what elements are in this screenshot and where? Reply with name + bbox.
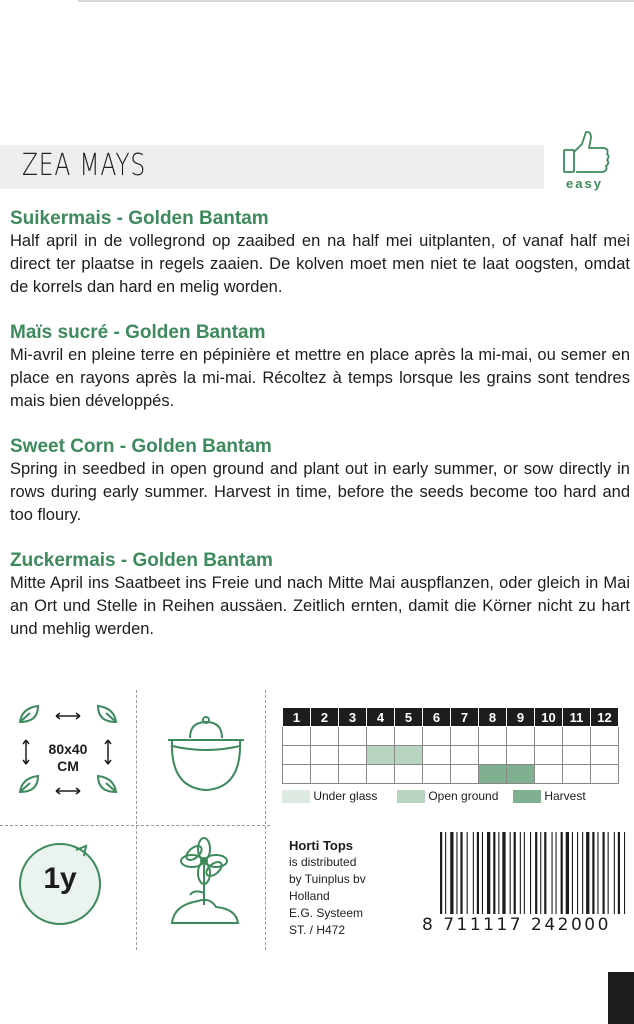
section-nl	[10, 207, 630, 299]
legend-under-glass	[282, 789, 377, 803]
spacing-label	[40, 741, 96, 775]
calendar-cell-filled	[479, 765, 507, 784]
barcode-bar	[618, 832, 620, 914]
distributor-line: ST. / H472	[289, 923, 346, 937]
barcode-bar	[498, 832, 499, 914]
calendar-cell	[451, 746, 479, 765]
distributor-line: is distributed	[289, 855, 357, 869]
latin-name: ZEA MAYS	[22, 148, 147, 183]
calendar-month-row	[283, 708, 619, 727]
calendar-cell	[367, 727, 395, 746]
barcode-bar	[460, 832, 462, 914]
barcode-bar	[440, 832, 442, 914]
calendar-cell	[283, 746, 311, 765]
calendar-cell	[563, 727, 591, 746]
calendar-cell	[339, 727, 367, 746]
legend-label: Under glass	[313, 789, 378, 803]
calendar-cell-filled	[507, 765, 535, 784]
barcode-bar	[445, 832, 446, 914]
section-text: Spring in seedbed in open ground and plant out in early summer, or sow directly in rows during early summer. Harvest in time, before the seeds become too hard and too floury.	[10, 460, 630, 524]
barcode-bar	[540, 832, 541, 914]
divider-vertical	[136, 690, 137, 950]
section-text: Mitte April ins Saatbeet ins Freie und nach Mitte Mai auspflanzen, oder gleich in Mai an Ort und Stelle in Reihen aussäen. Zeitlich ernten, damit die Körner nicht zu hart und mehlig werden.	[10, 574, 630, 638]
calendar-cell	[535, 727, 563, 746]
calendar-cell	[311, 765, 339, 784]
barcode-bar	[544, 832, 546, 914]
barcode-bar	[572, 832, 573, 914]
lifecycle-label: 1y	[43, 862, 77, 895]
calendar-cell	[395, 765, 423, 784]
barcode-bar	[514, 832, 516, 914]
divider-vertical	[265, 690, 266, 950]
barcode-bar	[482, 832, 483, 914]
calendar-cell	[339, 746, 367, 765]
calendar-cell	[507, 727, 535, 746]
barcode-bar	[603, 832, 605, 914]
spacing-value: 80x40	[48, 741, 88, 757]
barcode-bar	[624, 832, 625, 914]
calendar-cell	[339, 765, 367, 784]
legend-label: Open ground	[428, 789, 499, 803]
barcode-bar	[524, 832, 525, 914]
month-cell: 9	[507, 708, 535, 727]
legend-harvest	[513, 789, 586, 803]
pot-icon	[160, 710, 252, 802]
section-text: Mi-avril en pleine terre en pépinière et mettre en place après la mi-mai, ou semer en place en rayons après la mi-mai. Récoltez à temps lorsque les grains sont tendres mais bien développés.	[10, 346, 630, 410]
calendar-row-harvest	[283, 765, 619, 784]
month-cell: 12	[591, 708, 619, 727]
barcode-bar	[473, 832, 474, 914]
barcode-bar	[614, 832, 615, 914]
barcode-bar	[592, 832, 594, 914]
legend-open-ground	[397, 789, 498, 803]
calendar-cell	[367, 765, 395, 784]
calendar-cell	[507, 746, 535, 765]
section-title: Sweet Corn - Golden Bantam	[10, 436, 272, 457]
section-de	[10, 549, 630, 641]
legend-swatch	[513, 790, 541, 803]
calendar-cell	[283, 727, 311, 746]
legend-label: Harvest	[544, 789, 586, 803]
section-title: Suikermais - Golden Bantam	[10, 208, 269, 229]
distributor-info	[289, 837, 366, 939]
calendar-cell	[535, 746, 563, 765]
calendar-cell	[563, 765, 591, 784]
barcode-bar	[487, 832, 490, 914]
seedling-icon	[158, 835, 250, 935]
barcode-bar	[582, 832, 583, 914]
calendar-cell	[283, 765, 311, 784]
calendar-cell	[451, 765, 479, 784]
barcode-bar	[577, 832, 578, 914]
barcode-bar	[502, 832, 505, 914]
barcode-bar	[493, 832, 495, 914]
barcode-number: 8 711117 242000	[422, 915, 611, 935]
edge-marker	[608, 972, 634, 1024]
distributor-line: E.G. Systeem	[289, 906, 364, 920]
barcode-bar	[586, 832, 589, 914]
month-cell: 4	[367, 708, 395, 727]
calendar-cell	[311, 727, 339, 746]
calendar-cell	[479, 727, 507, 746]
month-cell: 6	[423, 708, 451, 727]
barcode-bar	[450, 832, 453, 914]
barcode-bar	[561, 832, 563, 914]
difficulty-label: easy	[566, 176, 603, 191]
month-cell: 10	[535, 708, 563, 727]
month-cell: 2	[311, 708, 339, 727]
calendar-row-under-glass	[283, 727, 619, 746]
section-en	[10, 435, 630, 527]
barcode-bar	[535, 832, 537, 914]
calendar-row-open-ground	[283, 746, 619, 765]
barcode-bar	[477, 832, 479, 914]
calendar-cell	[423, 746, 451, 765]
barcode-bar	[556, 832, 557, 914]
calendar-cell	[563, 746, 591, 765]
barcode-bar	[597, 832, 598, 914]
calendar-cell	[591, 765, 619, 784]
top-divider	[78, 0, 634, 2]
distributor-line: by Tuinplus bv	[289, 872, 366, 886]
barcode	[438, 832, 628, 914]
calendar-cell	[591, 746, 619, 765]
calendar-cell	[395, 727, 423, 746]
barcode-bar	[552, 832, 553, 914]
distributor-brand: Horti Tops	[289, 838, 354, 853]
calendar-cell-filled	[367, 746, 395, 765]
barcode-bar	[510, 832, 511, 914]
calendar-cell	[423, 727, 451, 746]
section-title: Zuckermais - Golden Bantam	[10, 550, 273, 571]
calendar-cell	[535, 765, 563, 784]
sowing-calendar	[282, 707, 619, 784]
calendar-cell-filled	[395, 746, 423, 765]
section-fr	[10, 321, 630, 413]
calendar-cell	[479, 746, 507, 765]
month-cell: 8	[479, 708, 507, 727]
month-cell: 5	[395, 708, 423, 727]
divider-horizontal	[0, 825, 270, 826]
month-cell: 1	[283, 708, 311, 727]
calendar-cell	[423, 765, 451, 784]
barcode-bar	[520, 832, 521, 914]
distributor-line: Holland	[289, 889, 330, 903]
barcode-bar	[456, 832, 457, 914]
section-title: Maïs sucré - Golden Bantam	[10, 322, 266, 343]
barcode-bar	[530, 832, 531, 914]
legend-swatch	[397, 790, 425, 803]
barcode-bar	[608, 832, 609, 914]
calendar-cell	[311, 746, 339, 765]
calendar-cell	[451, 727, 479, 746]
barcode-bar	[566, 832, 569, 914]
section-text: Half april in de vollegrond op zaaibed en na half mei uitplanten, of vanaf half mei direct ter plaatse in regels zaaien. De kolven moet men niet te laat oogsten, omdat de korrels dan hard en melig worden.	[10, 232, 630, 296]
month-cell: 3	[339, 708, 367, 727]
calendar-cell	[591, 727, 619, 746]
month-cell: 11	[563, 708, 591, 727]
barcode-bar	[467, 832, 468, 914]
legend-swatch	[282, 790, 310, 803]
spacing-unit: CM	[57, 758, 79, 774]
month-cell: 7	[451, 708, 479, 727]
